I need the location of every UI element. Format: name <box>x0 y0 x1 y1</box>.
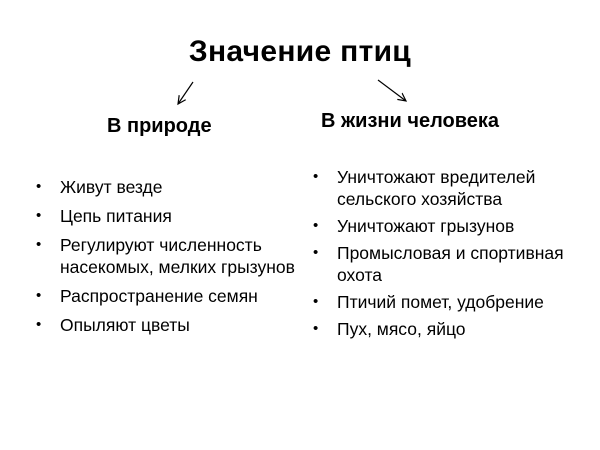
list-item <box>36 234 298 278</box>
list-item-text: Птичий помет, удобрение <box>337 292 544 312</box>
bullet-icon: • <box>36 236 42 253</box>
list-item <box>36 314 298 336</box>
list-item <box>313 318 575 340</box>
right-column-list <box>313 166 575 345</box>
bullet-icon: • <box>36 178 42 195</box>
list-item <box>36 285 298 307</box>
list-item <box>313 166 575 210</box>
bullet-icon: • <box>313 293 319 310</box>
list-item-text: Уничтожают вредителей сельского хозяйства <box>337 167 536 209</box>
list-item-text: Цепь питания <box>60 206 172 226</box>
bullet-icon: • <box>313 217 319 234</box>
list-item-text: Регулируют численность насекомых, мелких грызунов <box>60 235 295 277</box>
bullet-icon: • <box>313 168 319 185</box>
left-column-heading: В природе <box>107 115 212 137</box>
right-column-heading: В жизни человека <box>321 110 500 132</box>
arrow-left <box>178 82 193 104</box>
list-item-text: Уничтожают грызунов <box>337 216 515 236</box>
list-item <box>313 215 575 237</box>
bullet-icon: • <box>313 320 319 337</box>
bullet-icon: • <box>36 207 42 224</box>
bullet-icon: • <box>313 244 319 261</box>
slide-title: Значение птиц <box>188 35 412 68</box>
list-item-text: Пух, мясо, яйцо <box>337 319 466 339</box>
list-item-text: Распространение семян <box>60 286 258 306</box>
list-item <box>36 176 298 198</box>
list-item-text: Живут везде <box>60 177 163 197</box>
list-item-text: Промысловая и спортивная охота <box>337 243 564 285</box>
left-column-list <box>36 176 298 343</box>
list-item <box>313 242 575 286</box>
bullet-icon: • <box>36 316 42 333</box>
list-item <box>36 205 298 227</box>
arrow-right <box>378 80 406 101</box>
bullet-icon: • <box>36 287 42 304</box>
list-item <box>313 291 575 313</box>
list-item-text: Опыляют цветы <box>60 315 190 335</box>
